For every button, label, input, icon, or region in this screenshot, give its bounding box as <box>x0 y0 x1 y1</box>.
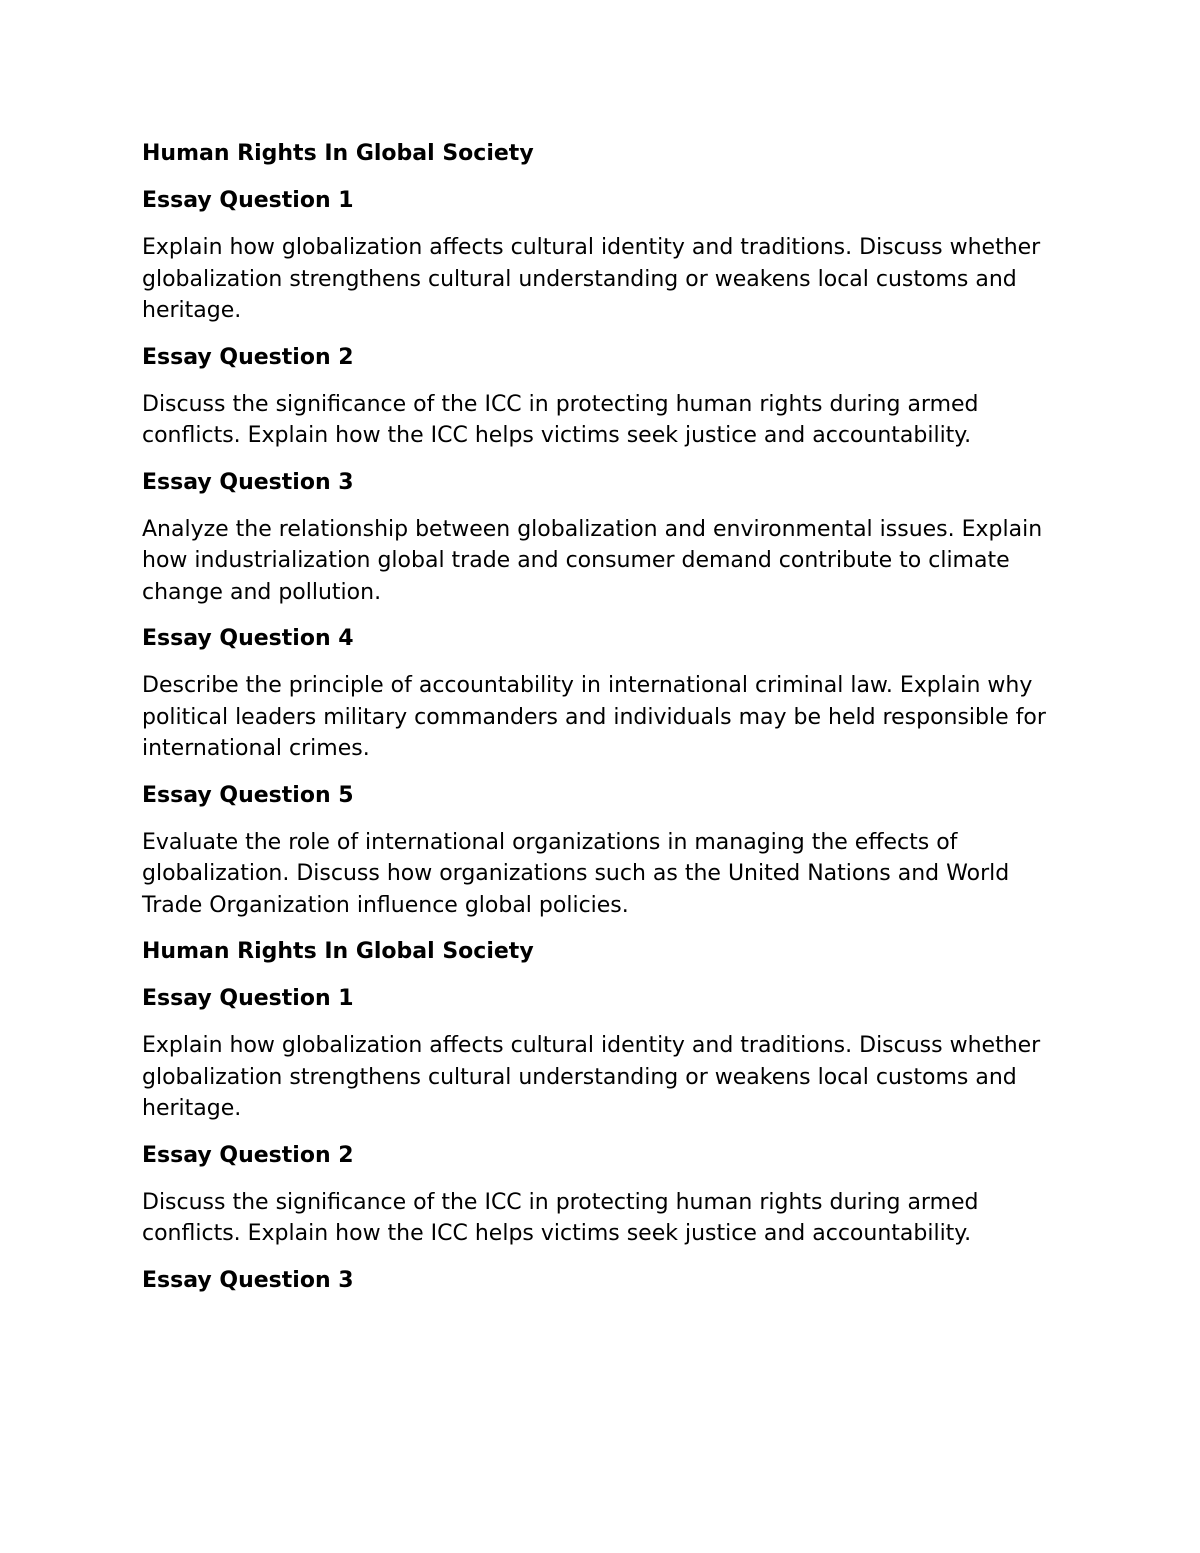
essay-question-3-heading: Essay Question 3 <box>142 469 354 495</box>
essay-question-4-heading: Essay Question 4 <box>142 626 354 651</box>
essay-question-1-heading-repeat: Essay Question 1 <box>142 986 354 1011</box>
essay-question-2-heading: Essay Question 2 <box>142 344 354 370</box>
essay-question-2-heading-repeat: Essay Question 2 <box>142 1142 354 1168</box>
essay-question-5-text: Evaluate the role of international organizations in managing the effects of globalization. Discuss how organizations such as the United Nations and World Trade Organization influence global policies. <box>142 829 1010 918</box>
essay-question-1-text-repeat: Explain how globalization affects cultural identity and traditions. Discuss whether globalization strengthens cultural understanding or weakens local customs and heritage. <box>142 1033 1041 1121</box>
document-title-repeat: Human Rights In Global Society <box>142 939 534 964</box>
essay-question-4-text: Describe the principle of accountability in international criminal law. Explain why political leaders military commanders and individuals may be held responsible for international crimes. <box>142 673 1046 761</box>
essay-question-1-heading: Essay Question 1 <box>142 188 354 213</box>
essay-question-3-text: Analyze the relationship between globalization and environmental issues. Explain how industrialization global trade and consumer demand contribute to climate change and pollution. <box>142 516 1043 605</box>
essay-question-2-text-repeat: Discuss the significance of the ICC in protecting human rights during armed conflicts. Explain how the ICC helps victims seek justice and accountability. <box>142 1189 979 1246</box>
essay-question-1-text: Explain how globalization affects cultural identity and traditions. Discuss whether globalization strengthens cultural understanding or weakens local customs and heritage. <box>142 235 1041 323</box>
essay-question-3-heading-repeat: Essay Question 3 <box>142 1267 354 1293</box>
document-title: Human Rights In Global Society <box>142 141 534 166</box>
essay-question-5-heading: Essay Question 5 <box>142 782 354 808</box>
essay-question-2-text: Discuss the significance of the ICC in protecting human rights during armed conflicts. Explain how the ICC helps victims seek justice and accountability. <box>142 391 979 448</box>
document-page <box>142 138 1062 1312</box>
